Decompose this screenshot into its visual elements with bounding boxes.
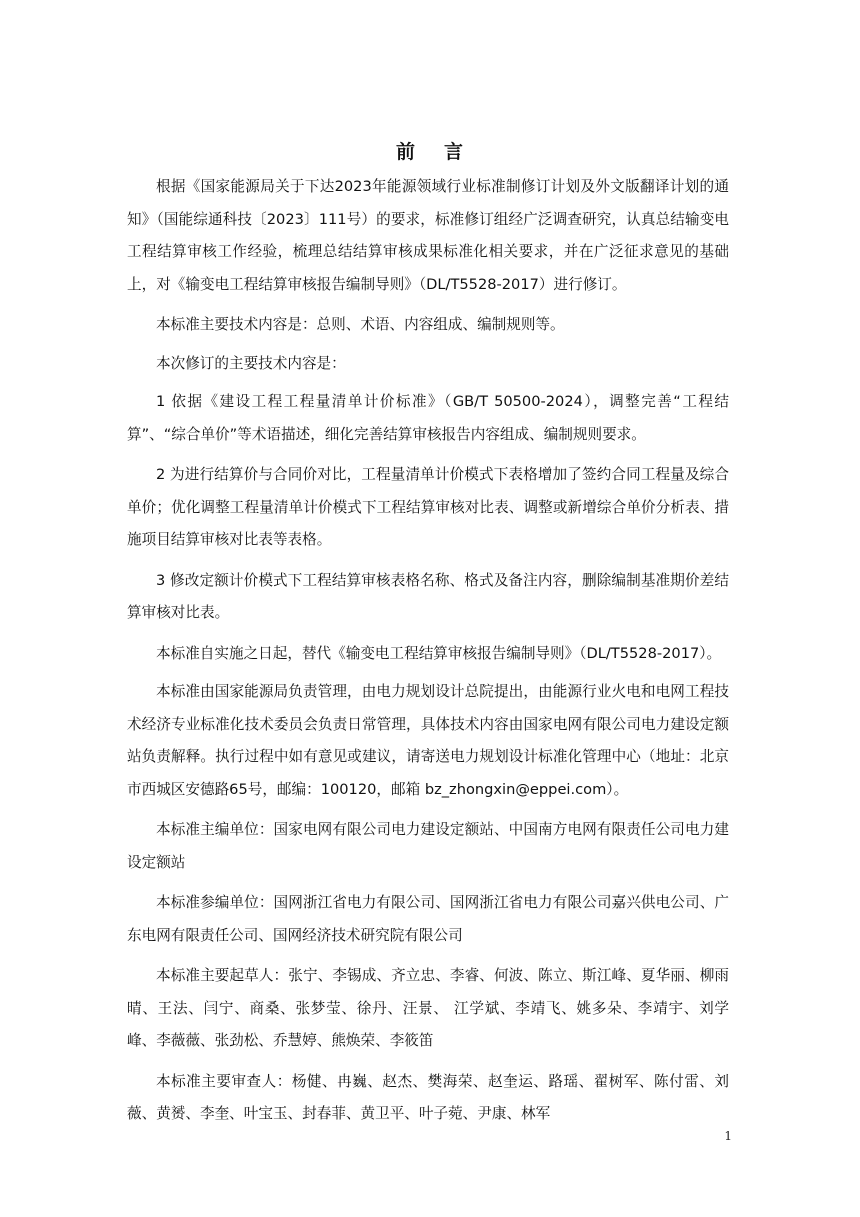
title-char-2: 言 <box>444 141 465 163</box>
paragraph-participating-units: 本标准参编单位：国网浙江省电力有限公司、国网浙江省电力有限公司嘉兴供电公司、广东电网有限责任公司、国网经济技术研究院有限公司 <box>127 894 729 944</box>
paragraph-main-content: 本标准主要技术内容是：总则、术语、内容组成、编制规则等。 <box>156 316 565 333</box>
paragraph-management: 本标准由国家能源局负责管理，由电力规划设计总院提出，由能源行业火电和电网工程技术经济专业标准化技术委员会负责日常管理，具体技术内容由国家电网有限公司电力建设定额站负责解释。执行过程中如有意见或建议，请寄送电力规划设计标准化管理中心（地址：北京市西城区安德路65号，邮编：100120，邮箱 bz_zhongxin@eppei.com）。 <box>127 683 729 798</box>
paragraph-revision-item-3: 3 修改定额计价模式下工程结算审核表格名称、格式及备注内容，删除编制基准期价差结算审核对比表。 <box>127 571 729 621</box>
paragraph-replacement: 本标准自实施之日起，替代《输变电工程结算审核报告编制导则》（DL/T5528-2017）。 <box>156 644 722 662</box>
preface-body <box>127 171 729 1139</box>
paragraph-revision-item-2: 2 为进行结算价与合同价对比，工程量清单计价模式下表格增加了签约合同工程量及综合单价；优化调整工程量清单计价模式下工程结算审核对比表、调整或新增综合单价分析表、措施项目结算审核对比表等表格。 <box>127 466 729 548</box>
title-char-1: 前 <box>395 141 416 163</box>
paragraph-drafters: 本标准主要起草人：张宁、李锡成、齐立忠、李睿、何波、陈立、斯江峰、夏华丽、柳雨晴、王法、闫宁、商桑、张梦莹、徐丹、汪景、 江学斌、李靖飞、姚多朵、李靖宇、刘学峰、李薇薇、张劲松、乔慧婷、熊焕荣、李筱笛 <box>127 967 729 1049</box>
paragraph-basis: 根据《国家能源局关于下达2023年能源领域行业标准制修订计划及外文版翻译计划的通知》（国能综通科技〔2023〕111号）的要求，标准修订组经广泛调查研究，认真总结输变电工程结算审核工作经验，梳理总结结算审核成果标准化相关要求，并在广泛征求意见的基础上，对《输变电工程结算审核报告编制导则》（DL/T5528-2017）进行修订。 <box>127 178 729 293</box>
paragraph-revision-item-1: 1 依据《建设工程工程量清单计价标准》（GB/T 50500-2024），调整完善“工程结算”、“综合单价”等术语描述，细化完善结算审核报告内容组成、编制规则要求。 <box>127 393 729 443</box>
paragraph-chief-units: 本标准主编单位：国家电网有限公司电力建设定额站、中国南方电网有限责任公司电力建设定额站 <box>127 821 729 871</box>
page-title <box>0 137 860 164</box>
paragraph-revision-intro: 本次修订的主要技术内容是： <box>156 354 346 372</box>
paragraph-reviewers: 本标准主要审查人：杨健、冉巍、赵杰、樊海荣、赵奎运、路瑶、翟树军、陈付雷、刘薇、黄赟、李奎、叶宝玉、封春菲、黄卫平、叶子菀、尹康、林军 <box>127 1072 729 1122</box>
page-number: 1 <box>724 1129 732 1143</box>
